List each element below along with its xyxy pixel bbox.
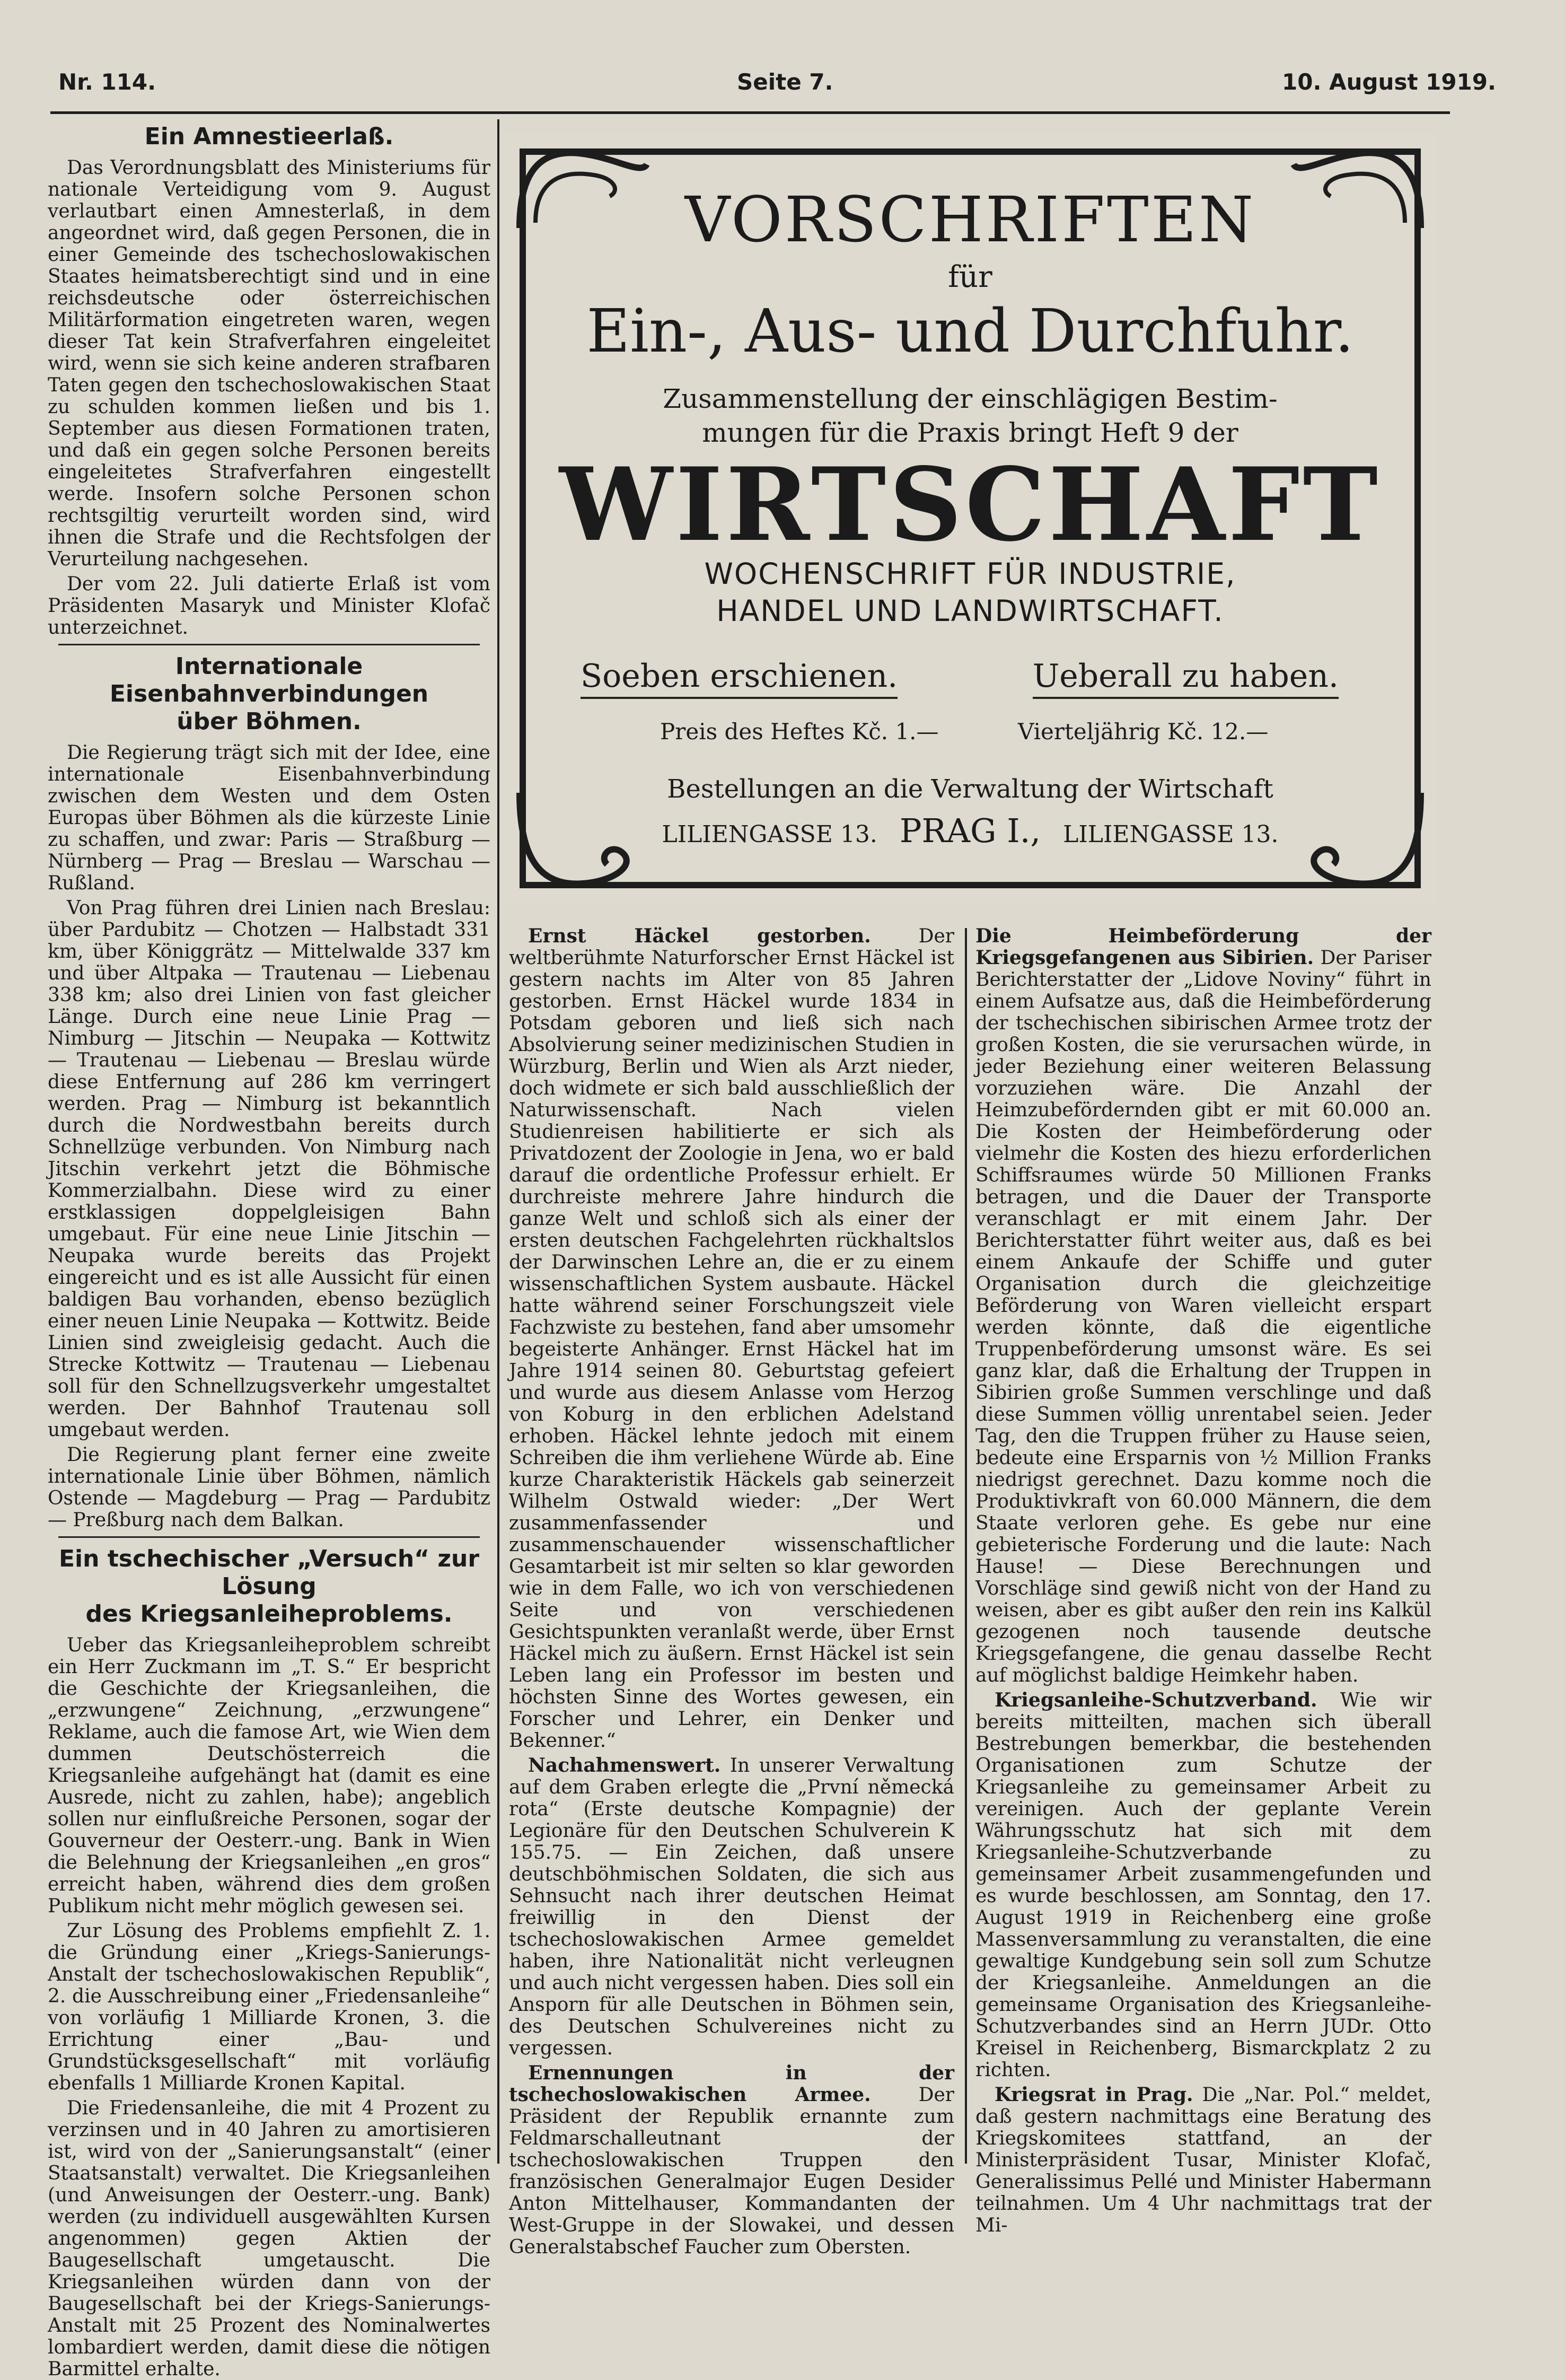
article-divider bbox=[58, 1536, 480, 1538]
article-paragraph: Ueber das Kriegsanleiheproblem schreibt ein Herr Zuckmann im „T. S.“ Er bespricht die Geschichte der Kriegsanleihen, die „erzwungene“ Zeichnung, „erzwungene“ Reklame, auch die famose Art, wie Wien dem dummen Deutschösterreich die Kriegsanleihe aufgehängt hat (damit es eine Ausrede, nicht zu zahlen, habe); angeblich sollen nur einflußreiche Personen, sogar der Gouverneur der Oesterr.-ung. Bank in Wien die Belehnung der Kriegsanleihen „en gros“ erreicht haben, während dies dem großen Publikum nicht mehr möglich gewesen sei. bbox=[48, 1634, 490, 1917]
news-item-ernennungen bbox=[509, 2062, 954, 2258]
news-item-title: Kriegsrat in Prag. bbox=[995, 2084, 1193, 2106]
ad-orders: Bestellungen an die Verwaltung der Wirtschaft bbox=[667, 774, 1273, 804]
ad-title: VORSCHRIFTEN bbox=[684, 183, 1256, 256]
issue-date: 10. August 1919. bbox=[1282, 69, 1496, 95]
ad-tagline: HANDEL UND LANDWIRTSCHAFT. bbox=[716, 594, 1224, 628]
news-item-text: Wie wir bereits mitteilten, machen sich überall Bestrebungen bemerkbar, die bestehenden Organisationen zum Schutze der Kriegsanleihe zu gemeinsamer Arbeit zu vereinigen. Auch der geplante Verein Währungsschutz hat sich mit dem Kriegsanleihe-Schutzverbande zu gemeinsamer Arbeit zusammengefunden und es wurde beschlossen, am Sonntag, den 17. August 1919 in Reichenberg eine große Massenversammlung zu veranstalten, die eine gewaltige Kundgebung sein soll zum Schutze der Kriegsanleihe. Anmeldungen an die gemeinsame Organisation des Kriegsanleihe-Schutzverbandes sind an Herrn JUDr. Otto Kreisel in Reichenberg, Bismarckplatz 2 zu richten. bbox=[975, 1690, 1431, 2081]
article-divider bbox=[58, 644, 480, 645]
article-heading-railway bbox=[48, 653, 490, 736]
ad-address-street: LILIENGASSE 13. bbox=[662, 821, 877, 848]
news-item-text: Der Pariser Berichterstatter der „Lidove Noviny“ führt in einem Aufsatze aus, daß die Heimbeförderung der tschechischen sibirischen Armee trotz der großen Kosten, die sie verursachen würde, in jeder Beziehung einer weiteren Belassung vorzuziehen wäre. Die Anzahl der Heimzubefördernden gibt er mit 60.000 an. Die Kosten der Heimbeförderung oder vielmehr die Kosten des hiezu erforderlichen Schiffsraumes würde 50 Millionen Franks betragen, und die Dauer der Transporte veranschlagt er mit einem Jahr. Der Berichterstatter führt weiter aus, daß es bei einem Ankaufe der Schiffe und guter Organisation durch die gleichzeitige Beförderung von Waren vielleicht erspart werden könnte, daß die eigentliche Truppenbeförderung umsonst wäre. Es sei ganz klar, daß die Erhaltung der Truppen in Sibirien große Summen verschlinge und daß diese Summen völlig unrentabel seien. Jeder Tag, den die Truppen früher zu Hause seien, bedeute eine Ersparnis von ½ Million Franks niedrigst gerechnet. Dazu komme noch die Produktivkraft von 60.000 Männern, die dem Staate verloren gehe. Es gebe nur eine gebieterische Forderung und die laute: Nach Hause! — Diese Berechnungen und Vorschläge sind gewiß nicht von der Hand zu weisen, aber es gibt außer den rein ins Kalkül gezogenen noch tausende deutsche Kriegsgefangene, die genau dasselbe Recht auf möglichst baldige Heimkehr haben. bbox=[975, 947, 1431, 1686]
column-middle bbox=[509, 925, 954, 2258]
article-heading-war-loan bbox=[48, 1545, 490, 1628]
news-item-kriegsrat bbox=[975, 2084, 1431, 2236]
news-item-heimbefoerderung bbox=[975, 925, 1431, 1686]
news-item-title: Ernst Häckel gestorben. bbox=[528, 925, 871, 947]
news-item-text: In unserer Verwaltung auf dem Graben erlegte die „První německá rota“ (Erste deutsche Kompagnie) der Legionäre für den Deutschen Schulverein K 155.75. — Ein Zeichen, daß unsere deutschböhmischen Soldaten, die sich aus Sehnsucht nach ihrer deutschen Heimat freiwillig in den Dienst der tschechoslowakischen Armee gemeldet haben, ihre Nationalität nicht verleugnen und auch nicht vergessen haben. Dies soll ein Ansporn für alle Deutschen in Böhmen sein, des Deutschen Schulvereines nicht zu vergessen. bbox=[509, 1755, 954, 2059]
page-header bbox=[58, 69, 1496, 101]
article-paragraph: Zur Lösung des Problems empfiehlt Z. 1. die Gründung einer „Kriegs-Sanierungs-Anstalt der tschechoslowakischen Republik“, 2. die Ausschreibung einer „Friedensanleihe“ von vorläufig 1 Milliarde Kronen, 3. die Errichtung einer „Bau- und Grundstücksgesellschaft“ mit vorläufig ebenfalls 1 Milliarde Kronen Kapital. bbox=[48, 1920, 490, 2094]
news-item-text: Der weltberühmte Naturforscher Ernst Häckel ist gestern nachts im Alter von 85 Jahren gestorben. Ernst Häckel wurde 1834 in Potsdam geboren und ließ sich nach Absolvierung seiner medizinischen Studien in Würzburg, Berlin und Wien als Arzt nieder, doch widmete er sich bald ausschließlich der Naturwissenschaft. Nach vielen Studienreisen habilitierte er sich als Privatdozent der Zoologie in Jena, wo er bald darauf die ordentliche Professur erhielt. Er durchreiste mehrere Jahre hindurch die ganze Welt und schloß sich als einer der ersten deutschen Fachgelehrten rückhaltslos der Darwinschen Lehre an, die er zu einem wissenschaftlichen System ausbaute. Häckel hatte während seiner Forschungszeit viele Fachzwiste zu bestehen, fand aber umsomehr begeisterte Anhänger. Ernst Häckel hat im Jahre 1914 seinen 80. Geburtstag gefeiert und wurde aus diesem Anlasse vom Herzog von Koburg in den erblichen Adelstand erhoben. Häckel lehnte jedoch mit einem Schreiben die ihm verliehene Würde ab. Eine kurze Charakteristik Häckels gab seinerzeit Wilhelm Ostwald wieder: „Der Wert zusammenfassender und zusammenschauender wissenschaftlicher Gesamtarbeit ist mir selten so klar geworden wie in dem Falle, wo ich von verschiedenen Seite und von verschiedenen Gesichtspunkten veranlaßt werde, über Ernst Häckel mich zu äußern. Ernst Häckel ist sein Leben lang ein Professor im besten und höchsten Sinne des Wortes gewesen, ein Forscher und Lehrer, ein Denker und Bekenner.“ bbox=[509, 925, 954, 1752]
ad-subtitle-for: für bbox=[948, 260, 992, 294]
article-paragraph: Das Verordnungsblatt des Ministeriums für nationale Verteidigung vom 9. August verlautbart einen Amnesterlaß, in dem angeordnet wird, daß gegen Personen, die in einer Gemeinde des tschechoslowakischen Staates heimatsberechtigt sind und in eine reichsdeutsche oder österreichischen Militärformation eingetreten waren, wegen dieser Tat kein Strafverfahren eingeleitet wird, wenn sie sich keine anderen strafbaren Taten gegen den tschechoslowakischen Staat zu schulden kommen ließen und bis 1. September aus diesen Formationen traten, und daß ein gegen solche Personen bereits eingeleitetes Strafverfahren eingestellt werde. Insofern solche Personen schon rechtsgiltig verurteilt worden sind, wird ihnen die Strafe und die Rechtsfolgen der Verurteilung nachgesehen. bbox=[48, 157, 490, 570]
issue-number: Nr. 114. bbox=[58, 69, 156, 95]
header-rule bbox=[50, 111, 1450, 114]
ad-address bbox=[504, 811, 1437, 850]
ad-published-notice: Soeben erschienen. bbox=[581, 658, 898, 699]
news-item-title: Kriegsanleihe-Schutzverband. bbox=[995, 1689, 1317, 1711]
article-paragraph: Von Prag führen drei Linien nach Breslau: über Pardubitz — Chotzen — Halbstadt 331 km, über Königgrätz — Mittelwalde 337 km und über Altpaka — Trautenau — Liebenau 338 km; also drei Linien von fast gleicher Länge. Durch eine neue Linie Prag — Nimburg — Jitschin — Neupaka — Kottwitz — Trautenau — Liebenau — Breslau würde diese Entfernung auf 286 km verringert werden. Prag — Nimburg ist bekanntlich durch die Nordwestbahn bereits durch Schnellzüge verbunden. Von Nimburg nach Jitschin verkehrt jetzt die Böhmische Kommerzialbahn. Diese wird zu einer erstklassigen doppelgleisigen Bahn umgebaut. Für eine neue Linie Jitschin — Neupaka wurde bereits das Projekt eingereicht und es ist alle Aussicht für einen baldigen Bau vorhanden, ebenso bezüglich einer neuen Linie Neupaka — Kottwitz. Beide Linien sind zweigleisig gedacht. Auch die Strecke Kottwitz — Trautenau — Liebenau soll für den Schnellzugsverkehr umgestaltet werden. Der Bahnhof Trautenau soll umgebaut werden. bbox=[48, 897, 490, 1441]
news-item-nachahmenswert bbox=[509, 1755, 954, 2059]
heading-line: Internationale Eisenbahnverbindungen bbox=[109, 653, 429, 707]
news-item-haeckel bbox=[509, 925, 954, 1752]
ad-price-quarterly: Vierteljährig Kč. 12.— bbox=[1018, 719, 1269, 745]
column-divider bbox=[965, 928, 967, 2164]
ad-description-line: mungen für die Praxis bringt Heft 9 der bbox=[702, 417, 1238, 448]
article-heading-amnesty: Ein Amnestieerlaß. bbox=[144, 123, 394, 150]
ad-tagline: WOCHENSCHRIFT FÜR INDUSTRIE, bbox=[704, 557, 1236, 591]
heading-line: des Kriegsanleiheproblems. bbox=[85, 1600, 453, 1628]
ad-address-street: LILIENGASSE 13. bbox=[1063, 821, 1279, 848]
ad-address-city: PRAG I., bbox=[899, 811, 1041, 850]
column-right bbox=[975, 925, 1431, 2236]
ad-description-line: Zusammenstellung der einschlägigen Bestim- bbox=[663, 383, 1278, 414]
news-item-text: Der Präsident der Republik ernannte zum Feldmarschalleutnant der tschechoslowakischen Truppen den französischen Generalmajor Eugen Desider Anton Mittelhauser, Kommandanten der West-Gruppe in der Slowakei, und dessen Generalstabschef Faucher zum Obersten. bbox=[509, 2084, 954, 2258]
article-paragraph: Der vom 22. Juli datierte Erlaß ist vom Präsidenten Masaryk und Minister Klofač unterzeichnet. bbox=[48, 573, 490, 638]
ad-subtitle: Ein-, Aus- und Durchfuhr. bbox=[586, 297, 1354, 366]
ad-description bbox=[504, 382, 1437, 450]
article-paragraph: Die Regierung trägt sich mit der Idee, eine internationale Eisenbahnverbindung zwischen dem Westen und dem Osten Europas über Böhmen als die kürzeste Linie zu schaffen, und zwar: Paris — Straßburg — Nürnberg — Prag — Breslau — Warschau — Rußland. bbox=[48, 742, 490, 894]
news-item-schutzverband bbox=[975, 1690, 1431, 2081]
column-left bbox=[48, 117, 490, 2380]
news-item-title: Ernennungen in der tschechoslowakischen Armee. bbox=[509, 2062, 954, 2106]
article-paragraph: Die Regierung plant ferner eine zweite internationale Linie über Böhmen, nämlich Ostende — Magdeburg — Prag — Pardubitz — Preßburg nach dem Balkan. bbox=[48, 1444, 490, 1531]
advertisement-wirtschaft bbox=[504, 133, 1437, 904]
ad-masthead: WIRTSCHAFT bbox=[559, 445, 1381, 564]
heading-line: Ein tschechischer „Versuch“ zur Lösung bbox=[58, 1545, 480, 1600]
column-divider bbox=[497, 119, 499, 2164]
news-item-title: Die Heimbeförderung der Kriegsgefangenen aus Sibirien. bbox=[975, 925, 1431, 969]
page-number: Seite 7. bbox=[737, 69, 833, 95]
ad-availability: Ueberall zu haben. bbox=[1033, 658, 1339, 699]
heading-line: über Böhmen. bbox=[177, 708, 362, 735]
article-paragraph: Die Friedensanleihe, die mit 4 Prozent zu verzinsen und in 40 Jahren zu amortisieren ist, wird von der „Sanierungsanstalt“ (einer Staatsanstalt) verwaltet. Die Kriegsanleihen (und Anweisungen der Oesterr.-ung. Bank) werden (zu individuell ausgewählten Kursen angenommen) gegen Aktien der Baugesellschaft umgetauscht. Die Kriegsanleihen würden dann von der Baugesellschaft bei der Kriegs-Sanierungs-Anstalt mit 25 Prozent des Nominalwertes lombardiert werden, damit diese die nötigen Barmittel erhalte. bbox=[48, 2097, 490, 2380]
news-item-title: Nachahmenswert. bbox=[528, 1754, 721, 1777]
ad-price-issue: Preis des Heftes Kč. 1.— bbox=[660, 719, 939, 745]
news-item-text: Die „Nar. Pol.“ meldet, daß gestern nachmittags eine Beratung des Kriegskomitees stattfand, an der Ministerpräsident Tusar, Minister Klofač, Generalissimus Pellé und Minister Habermann teilnahmen. Um 4 Uhr nachmittags trat der Mi- bbox=[975, 2084, 1431, 2236]
